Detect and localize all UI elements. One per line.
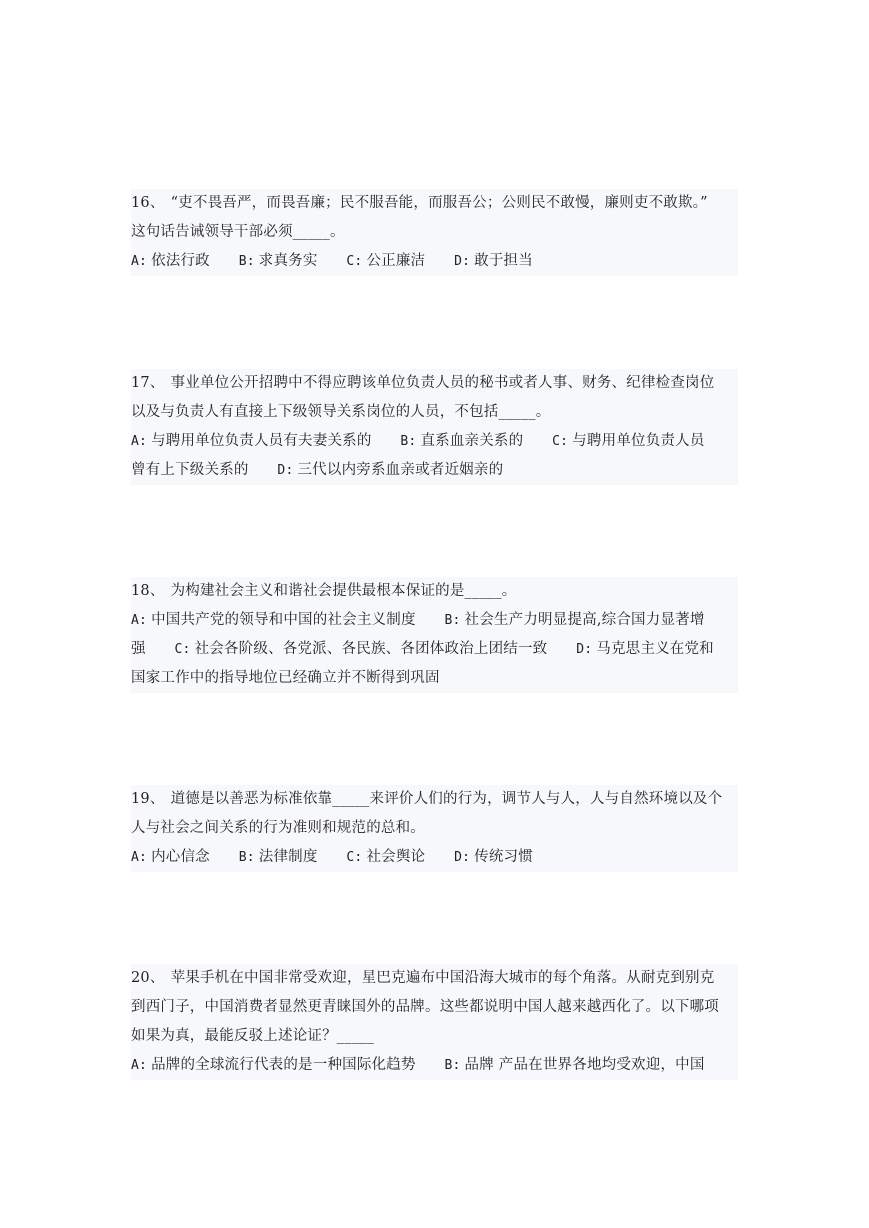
option-a[interactable]: A: 中国共产党的领导和中国的社会主义制度 [131,612,416,628]
options-line [131,247,738,276]
option-b[interactable]: B: 直系血亲关系的 [400,433,524,449]
question-stem-line [131,814,738,843]
options-line [131,1051,738,1080]
question-number: 17、 [131,375,165,391]
option-a[interactable]: A: 内心信念 [131,849,210,865]
option-b-continued[interactable]: 强 [131,641,146,657]
question-text: 为构建社会主义和谐社会提供最根本保证的是_____。 [170,583,517,599]
option-c-continued[interactable]: 曾有上下级关系的 [131,462,249,478]
question-text: 人与社会之间关系的行为准则和规范的总和。 [131,820,425,836]
option-c[interactable]: C: 与聘用单位负责人员 [552,433,705,449]
question-stem-line [131,993,738,1022]
question-19 [131,785,738,872]
option-a[interactable]: A: 依法行政 [131,253,210,269]
options-line [131,635,738,664]
question-text: 这句话告诫领导干部必须_____。 [131,224,345,240]
question-text: “吏不畏吾严，而畏吾廉；民不服吾能，而服吾公；公则民不敢慢，廉则吏不敢欺。” [170,195,708,211]
option-c[interactable]: C: 社会各阶级、各党派、各民族、各团体政治上团结一致 [174,641,548,657]
option-d[interactable]: D: 马克思主义在党和 [576,641,714,657]
question-stem-line [131,785,738,814]
question-text: 如果为真，最能反驳上述论证？_____ [131,1028,375,1044]
question-number: 20、 [131,970,165,986]
question-number: 19、 [131,791,165,807]
option-d[interactable]: D: 敢于担当 [454,253,533,269]
question-stem-line [131,189,738,218]
question-text: 到西门子，中国消费者显然更青睐国外的品牌。这些都说明中国人越来越西化了。以下哪项 [131,999,719,1015]
question-number: 16、 [131,195,165,211]
question-stem-line [131,398,738,427]
option-c[interactable]: C: 公正廉洁 [346,253,426,269]
question-number: 18、 [131,583,165,599]
option-c[interactable]: C: 社会舆论 [346,849,426,865]
question-text: 以及与负责人有直接上下级领导关系岗位的人员，不包括_____。 [131,404,551,420]
question-stem-line [131,964,738,993]
question-18 [131,577,738,693]
option-d[interactable]: D: 传统习惯 [454,849,533,865]
options-line [131,427,738,456]
option-d[interactable]: D: 三代以内旁系血亲或者近姻亲的 [277,462,504,478]
question-text: 苹果手机在中国非常受欢迎，星巴克遍布中国沿海大城市的每个角落。从耐克到别克 [170,970,715,986]
option-a[interactable]: A: 品牌的全球流行代表的是一种国际化趋势 [131,1057,416,1073]
question-16 [131,189,738,276]
options-line [131,664,738,693]
question-20 [131,964,738,1080]
question-text: 道德是以善恶为标准依靠_____来评价人们的行为，调节人与人，人与自然环境以及个 [170,791,723,807]
question-stem-line [131,218,738,247]
options-line [131,456,738,485]
option-b[interactable]: B: 品牌 产品在世界各地均受欢迎，中国 [444,1057,705,1073]
question-stem-line [131,1022,738,1051]
question-stem-line [131,577,738,606]
option-d-continued[interactable]: 国家工作中的指导地位已经确立并不断得到巩固 [131,670,440,686]
option-a[interactable]: A: 与聘用单位负责人员有夫妻关系的 [131,433,372,449]
question-17 [131,369,738,485]
options-line [131,843,738,872]
question-stem-line [131,369,738,398]
option-b[interactable]: B: 求真务实 [238,253,318,269]
option-b[interactable]: B: 法律制度 [238,849,318,865]
question-text: 事业单位公开招聘中不得应聘该单位负责人员的秘书或者人事、财务、纪律检查岗位 [170,375,715,391]
options-line [131,606,738,635]
option-b[interactable]: B: 社会生产力明显提高,综合国力显著增 [444,612,705,628]
